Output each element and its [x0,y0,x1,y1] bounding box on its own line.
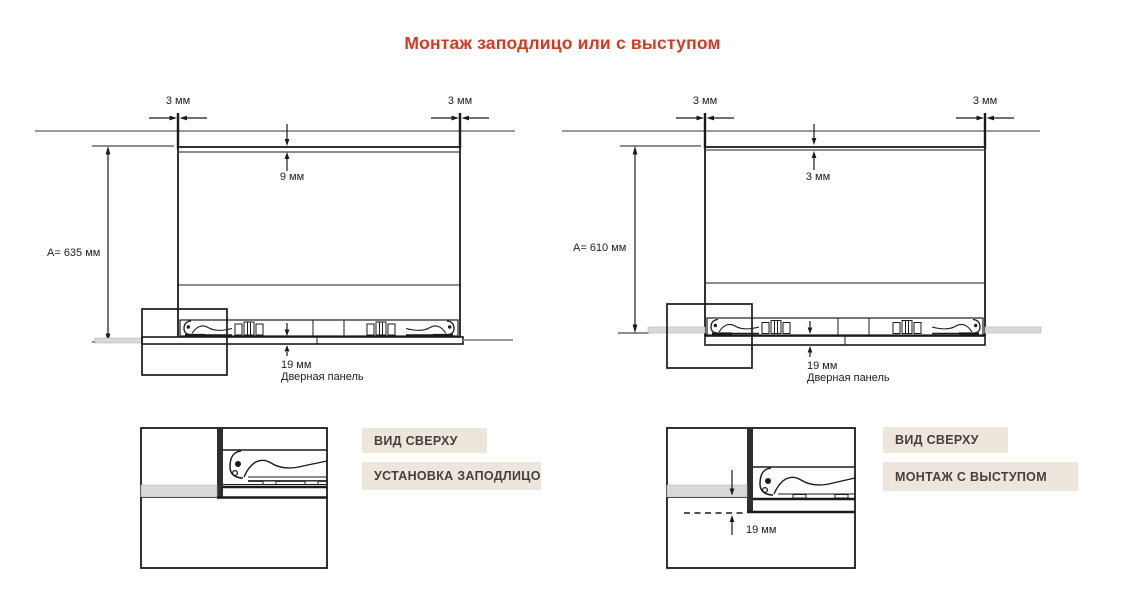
proud-top-gap-label: 3 мм [805,171,831,183]
cabinet-front-strip [95,338,142,343]
flush-section-diagram [35,113,515,375]
flush-detail-view [141,428,327,568]
proud-section-diagram [562,113,1041,368]
flush-detail-view-label: ВИД СВЕРХУ [362,428,487,453]
height-dimension [618,146,701,333]
cabinet-front-section [141,485,217,497]
flush-gap-left-label: 3 мм [165,95,191,107]
cabinet-side-bar [747,428,753,512]
cabinet-front-section [667,485,747,497]
slide-mechanism [707,318,983,335]
flush-top-gap-label: 9 мм [279,171,305,183]
proud-detail-mode-label: МОНТАЖ С ВЫСТУПОМ [883,462,1078,491]
proud-detail-view [667,428,855,568]
height-dimension [92,146,174,342]
proud-panel-caption: Дверная панель [807,372,890,384]
flush-panel-thickness-label: 19 мм [281,359,312,371]
flush-panel-caption: Дверная панель [281,371,364,383]
door-panel [142,337,463,344]
proud-panel-thickness-label: 19 мм [807,360,838,372]
cabinet-front-strip [648,327,705,333]
flush-detail-mode-label: УСТАНОВКА ЗАПОДЛИЦО [362,462,541,490]
slide-mechanism [180,320,458,336]
flush-gap-right-label: 3 мм [447,95,473,107]
proud-height-label: A= 610 мм [573,242,627,254]
proud-gap-right-label: 3 мм [972,95,998,107]
cabinet-side-bar [217,428,223,497]
proud-detail-view-label: ВИД СВЕРХУ [883,427,1008,453]
page-title: Монтаж заподлицо или с выступом [404,33,721,53]
cabinet-front-strip-right [985,327,1041,333]
proud-detail-protrusion-label: 19 мм [746,524,777,536]
proud-gap-left-label: 3 мм [692,95,718,107]
flush-height-label: A= 635 мм [47,247,101,259]
